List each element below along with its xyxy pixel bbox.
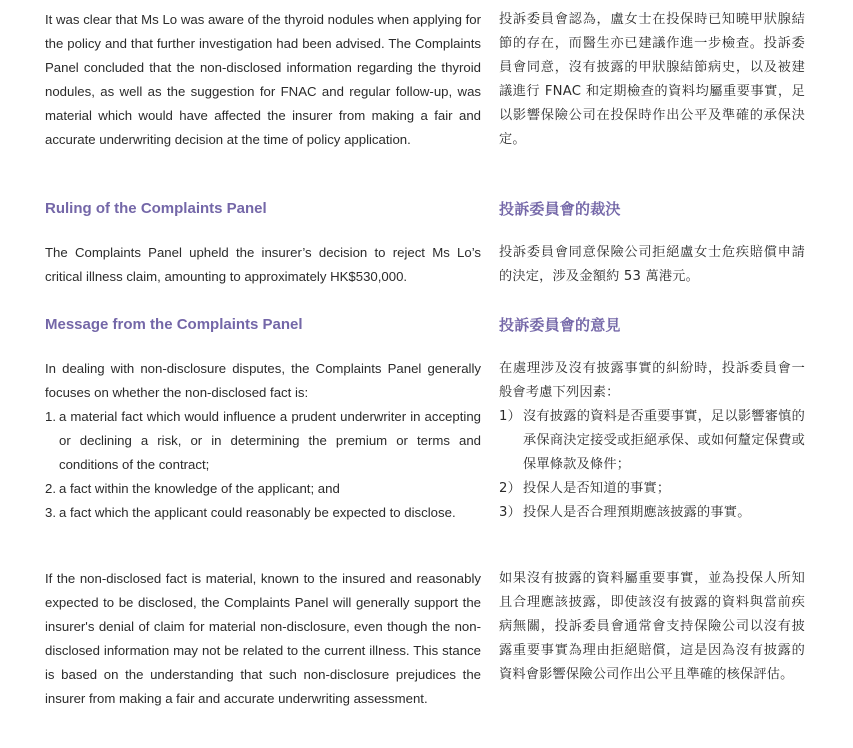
en-ruling-text: The Complaints Panel upheld the insurer’s decision to reject Ms Lo’s critical illness claim, amounting to approximately HK$530,000.: [45, 245, 481, 284]
en-list-text: a fact which the applicant could reasonably be expected to disclose.: [59, 505, 456, 520]
zh-list-num: 3）: [499, 505, 521, 520]
zh-list-text: 投保人是否合理預期應該披露的事實。: [523, 505, 751, 520]
en-message-intro: In dealing with non-disclosure disputes, the Complaints Panel generally focuses on whether the non-disclosed fact is:: [45, 361, 481, 400]
zh-list-item-2: [499, 477, 805, 501]
zh-list-num: 2）: [499, 481, 521, 496]
en-list-item-1: [45, 405, 481, 477]
en-message-section: [45, 357, 481, 525]
zh-message-intro: 在處理涉及沒有披露事實的糾紛時，投訴委員會一般會考慮下列因素：: [499, 361, 805, 400]
en-ruling-heading: Ruling of the Complaints Panel: [45, 200, 267, 217]
en-list-num: 2.: [45, 481, 56, 496]
zh-list-text: 沒有披露的資料是否重要事實，足以影響審慎的承保商決定接受或拒絕承保、或如何釐定保費或保單條款及條件；: [523, 409, 805, 472]
zh-list-num: 1）: [499, 409, 521, 424]
en-message-heading: Message from the Complaints Panel: [45, 316, 303, 333]
en-list-item-3: [45, 501, 481, 525]
zh-message-heading: 投訴委員會的意見: [499, 316, 621, 334]
zh-list-item-1: [499, 405, 805, 477]
en-list-num: 3.: [45, 505, 56, 520]
zh-message-section: [499, 357, 805, 525]
zh-list-item-3: [499, 501, 805, 525]
en-closing-paragraph: If the non-disclosed fact is material, known to the insured and reasonably expected to be disclosed, the Complaints Panel will generally support the insurer's denial of claim for material non-disclosure, even though the non-disclosed information may not be related to the current illness. This stance is based on the understanding that such non-disclosure prejudices the insurer from making a fair and accurate underwriting assessment.: [45, 571, 481, 706]
en-list-num: 1.: [45, 409, 56, 424]
zh-ruling-text: 投訴委員會同意保險公司拒絕盧女士危疾賠償申請的決定，涉及金額約 53 萬港元。: [499, 245, 805, 284]
en-paragraph-nondisclosure: It was clear that Ms Lo was aware of the thyroid nodules when applying for the policy and that further investigation had been advised. The Complaints Panel concluded that the non-disclosed information regarding the thyroid nodules, as well as the suggestion for FNAC and regular follow-up, was material which would have affected the insurer from making a fair and accurate underwriting decision at the time of policy application.: [45, 12, 481, 147]
en-list-item-2: [45, 477, 481, 501]
en-list-text: a fact within the knowledge of the applicant; and: [59, 481, 340, 496]
zh-list-text: 投保人是否知道的事實；: [523, 481, 671, 496]
en-list-text: a material fact which would influence a prudent underwriter in accepting or declining a risk, or in determining the premium or terms and conditions of the contract;: [59, 409, 481, 472]
zh-ruling-heading: 投訴委員會的裁決: [499, 200, 621, 218]
zh-closing-paragraph: 如果沒有披露的資料屬重要事實，並為投保人所知且合理應該披露，即使該沒有披露的資料與當前疾病無關，投訴委員會通常會支持保險公司以沒有披露重要事實為理由拒絕賠償，這是因為沒有披露的資料會影響保險公司作出公平且準確的核保評估。: [499, 571, 805, 682]
zh-paragraph-nondisclosure: 投訴委員會認為，盧女士在投保時已知曉甲狀腺結節的存在，而醫生亦已建議作進一步檢查。投訴委員會同意，沒有披露的甲狀腺結節病史，以及被建議進行 FNAC 和定期檢查的資料均屬重要事實，足以影響保險公司在投保時作出公平及準確的承保決定。: [499, 12, 805, 147]
